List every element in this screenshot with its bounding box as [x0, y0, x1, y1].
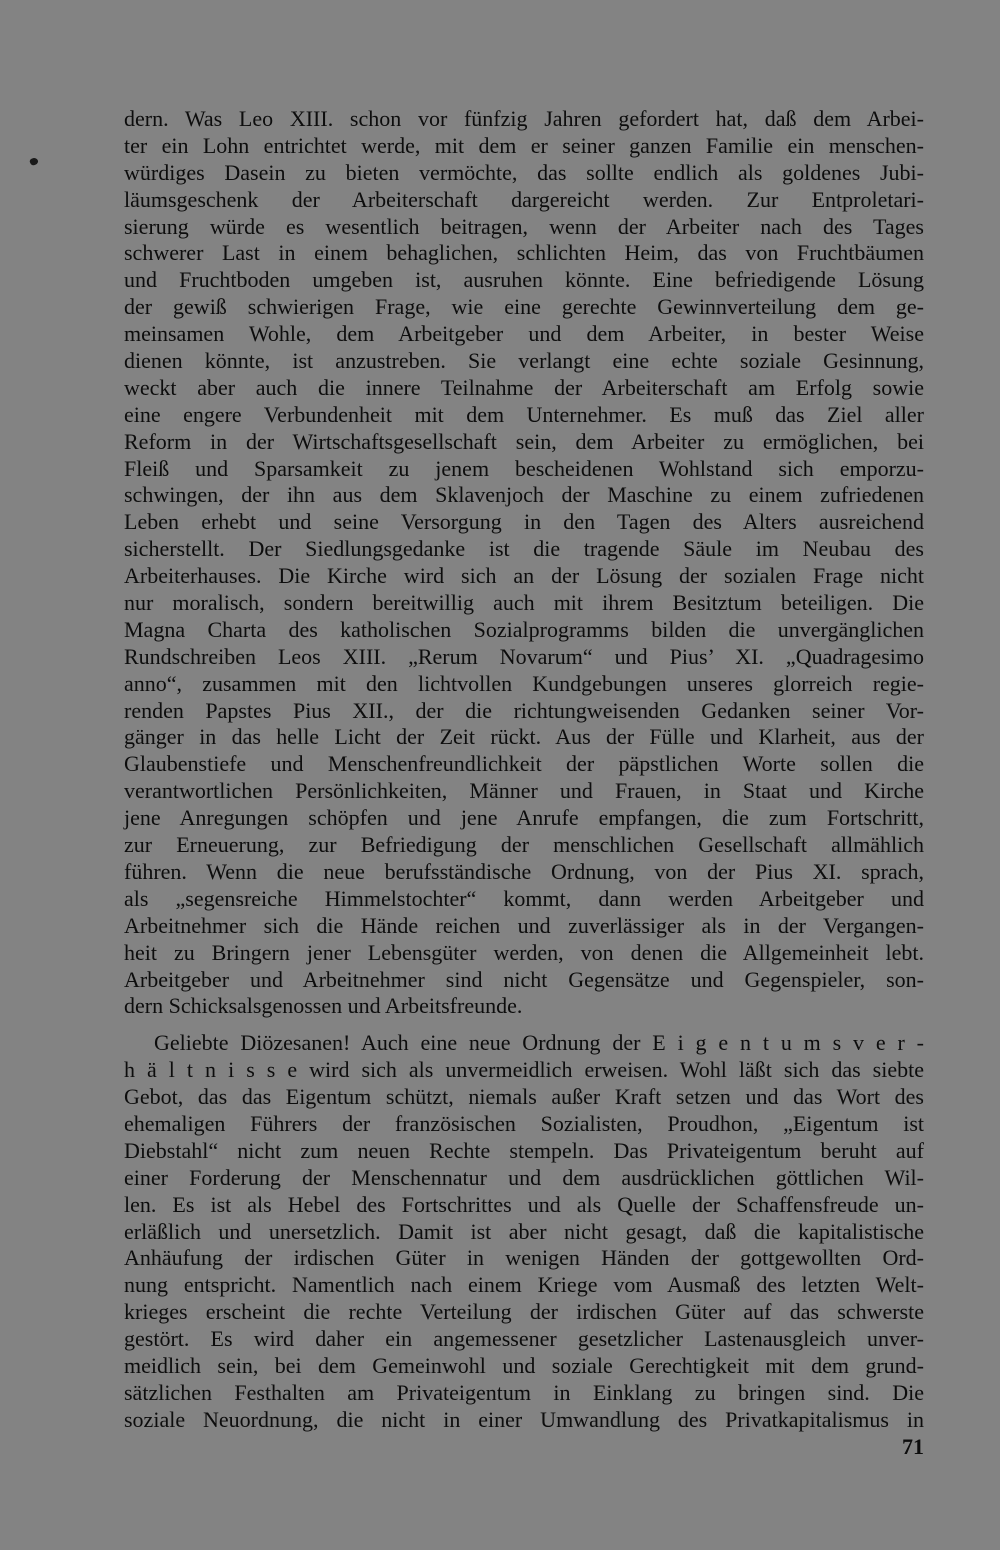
text-line: Rundschreiben Leos XIII. „Rerum Novarum“ und Pius’ XI. „Quadragesimo	[124, 643, 924, 669]
text-line: führen. Wenn die neue berufsständische Ordnung, von der Pius XI. sprach,	[124, 858, 924, 884]
text-line: h ä l t n i s s e wird sich als unvermeidlich erweisen. Wohl läßt sich das siebte	[124, 1057, 924, 1083]
text-line: einer Forderung der Menschennatur und dem ausdrücklichen göttlichen Wil-	[124, 1164, 924, 1190]
text-line: erläßlich und unersetzlich. Damit ist aber nicht gesagt, daß die kapitalistische	[124, 1218, 924, 1244]
text-line: Magna Charta des katholischen Sozialprogramms bilden die unvergänglichen	[124, 616, 924, 642]
text-line: und Fruchtboden umgeben ist, ausruhen könnte. Eine befriedigende Lösung	[124, 267, 924, 293]
text-line: Glaubenstiefe und Menschenfreundlichkeit der päpstlichen Worte sollen die	[124, 751, 924, 777]
paragraph-2	[124, 1030, 924, 1433]
body-text	[124, 106, 924, 1434]
text-line: Anhäufung der irdischen Güter in wenigen Händen der gottgewollten Ord-	[124, 1245, 924, 1271]
text-line: nung entspricht. Namentlich nach einem Kriege vom Ausmaß des letzten Welt-	[124, 1272, 924, 1298]
text-line: meinsamen Wohle, dem Arbeitgeber und dem Arbeiter, in bester Weise	[124, 321, 924, 347]
text-line: jene Anregungen schöpfen und jene Anrufe empfangen, die zum Fortschritt,	[124, 805, 924, 831]
text-line: dern. Was Leo XIII. schon vor fünfzig Jahren gefordert hat, daß dem Arbei-	[124, 106, 924, 131]
text-line: Arbeiterhauses. Die Kirche wird sich an der Lösung der sozialen Frage nicht	[124, 563, 924, 589]
text-line: meidlich sein, bei dem Gemeinwohl und soziale Gerechtigkeit mit dem grund-	[124, 1352, 924, 1378]
text-line: als „segensreiche Himmelstochter“ kommt, dann werden Arbeitgeber und	[124, 885, 924, 911]
text-line: schwingen, der ihn aus dem Sklavenjoch der Maschine zu einem zufriedenen	[124, 482, 924, 508]
text-line: Diebstahl“ nicht zum neuen Rechte stempeln. Das Privateigentum beruht auf	[124, 1137, 924, 1163]
ink-speck	[29, 157, 39, 167]
text-line: len. Es ist als Hebel des Fortschrittes und als Quelle der Schaffensfreude un-	[124, 1191, 924, 1217]
text-line: Arbeitnehmer sich die Hände reichen und zuverlässiger als in der Vergangen-	[124, 912, 924, 938]
text-line: zur Erneuerung, zur Befriedigung der menschlichen Gesellschaft allmählich	[124, 832, 924, 858]
text-line: ter ein Lohn entrichtet werde, mit dem er seiner ganzen Familie ein menschen-	[124, 132, 924, 158]
text-line: Geliebte Diözesanen! Auch eine neue Ordnung der E i g e n t u m s v e r -	[154, 1030, 924, 1056]
text-line: anno“, zusammen mit den lichtvollen Kundgebungen unseres glorreich regie-	[124, 670, 924, 696]
text-line: eine engere Verbundenheit mit dem Unternehmer. Es muß das Ziel aller	[124, 401, 924, 427]
text-line: ehemaligen Führers der französischen Sozialisten, Proudhon, „Eigentum ist	[124, 1110, 924, 1136]
text-line: sierung würde es wesentlich beitragen, wenn der Arbeiter nach des Tages	[124, 213, 924, 239]
text-line: gänger in das helle Licht der Zeit rückt. Aus der Fülle und Klarheit, aus der	[124, 724, 924, 750]
text-line: sicherstellt. Der Siedlungsgedanke ist die tragende Säule im Neubau des	[124, 536, 924, 562]
text-line: der gewiß schwierigen Frage, wie eine gerechte Gewinnverteilung dem ge-	[124, 294, 924, 320]
text-line: Leben erhebt und seine Versorgung in den Tagen des Alters ausreichend	[124, 509, 924, 535]
text-line: gestört. Es wird daher ein angemessener gesetzlicher Lastenausgleich unver-	[124, 1326, 924, 1352]
text-line: verantwortlichen Persönlichkeiten, Männer und Frauen, in Staat und Kirche	[124, 778, 924, 804]
text-line: nur moralisch, sondern bereitwillig auch mit ihrem Besitztum beteiligen. Die	[124, 590, 924, 616]
text-line: schwerer Last in einem behaglichen, schlichten Heim, das von Fruchtbäumen	[124, 240, 924, 266]
text-line: heit zu Bringern jener Lebensgüter werden, von denen die Allgemeinheit lebt.	[124, 939, 924, 965]
text-line: sätzlichen Festhalten am Privateigentum in Einklang zu bringen sind. Die	[124, 1379, 924, 1405]
paragraph-1	[124, 106, 924, 1020]
text-line: würdiges Dasein zu bieten vermöchte, das sollte endlich als goldenes Jubi-	[124, 159, 924, 185]
text-line: läumsgeschenk der Arbeiterschaft dargereicht werden. Zur Entproletari-	[124, 186, 924, 212]
text-line: dienen könnte, ist anzustreben. Sie verlangt eine echte soziale Gesinnung,	[124, 348, 924, 374]
text-line: renden Papstes Pius XII., der die richtungweisenden Gedanken seiner Vor-	[124, 697, 924, 723]
page-number: 71	[902, 1434, 924, 1459]
text-line: Fleiß und Sparsamkeit zu jenem bescheidenen Wohlstand sich emporzu-	[124, 455, 924, 481]
text-line: Arbeitgeber und Arbeitnehmer sind nicht Gegensätze und Gegenspieler, son-	[124, 966, 924, 992]
text-line: Reform in der Wirtschaftsgesellschaft sein, dem Arbeiter zu ermöglichen, bei	[124, 428, 924, 454]
text-line: soziale Neuordnung, die nicht in einer Umwandlung des Privatkapitalismus in	[124, 1406, 924, 1432]
text-line: weckt aber auch die innere Teilnahme der Arbeiterschaft am Erfolg sowie	[124, 374, 924, 400]
text-line: dern Schicksalsgenossen und Arbeitsfreunde.	[124, 993, 523, 1019]
text-line: krieges erscheint die rechte Verteilung der irdischen Güter auf das schwerste	[124, 1299, 924, 1325]
text-line: Gebot, das das Eigentum schützt, niemals außer Kraft setzen und das Wort des	[124, 1084, 924, 1110]
